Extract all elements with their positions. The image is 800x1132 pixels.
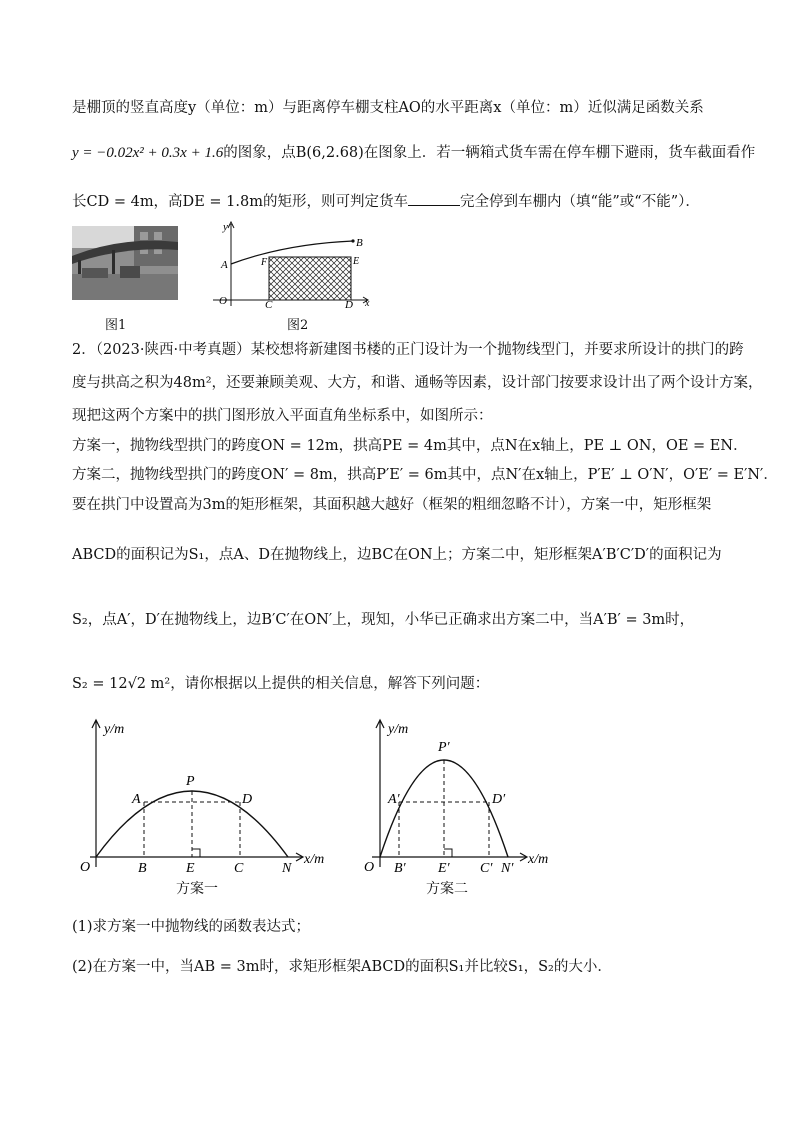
plan1-O-label: O: [80, 860, 91, 875]
figure-2: [205, 218, 375, 310]
q2-line1: 2．（2023·陕西·中考真题）某校想将新建图书楼的正门设计为一个抛物线型门，并要求所设计的拱门的跨: [72, 342, 744, 358]
plan1-x-label: x/m: [304, 852, 325, 867]
p1-line3-b: 完全停到车棚内（填“能”或“不能”）．: [459, 194, 700, 210]
plan2-E-label: E′: [438, 861, 450, 876]
plan1-y-label: y/m: [104, 722, 125, 737]
q2-line6: 要在拱门中设置高为3m的矩形框架，其面积越大越好（框架的粗细忽略不计），方案一中，矩形框架: [72, 497, 712, 513]
plan2-A-label: A′: [388, 792, 400, 807]
plan2-N-label: N′: [501, 861, 514, 876]
fig2-caption: 图2: [287, 318, 309, 333]
plan2-D-label: D′: [492, 792, 506, 807]
p1-line2: [72, 143, 755, 163]
q2-line8: S₂，点A′，D′在抛物线上，边B′C′在ON′上，现知，小华已正确求出方案二中，当A′B′ = 3m时，: [72, 612, 695, 628]
q2-line7: ABCD的面积记为S₁，点A、D在抛物线上，边BC在ON上；方案二中，矩形框架A′B′C′D′的面积记为: [72, 547, 722, 563]
q2-line2: 度与拱高之积为48m²，还要兼顾美观、大方，和谐、通畅等因素，设计部门按要求设计出了两个设计方案，: [72, 375, 763, 391]
plan1-A-label: A: [132, 792, 141, 807]
fig2-A-label: A: [221, 259, 228, 271]
plan1-diagram: [70, 715, 340, 895]
fig2-D-label: D: [345, 299, 353, 310]
plan1-P-label: P: [186, 774, 195, 789]
plan1-D-label: D: [242, 792, 253, 807]
p1-line1: 是棚顶的竖直高度y（单位：m）与距离停车棚支柱AO的水平距离x（单位：m）近似满足函数关系: [72, 100, 704, 116]
plan2-x-label: x/m: [528, 852, 549, 867]
plan2-caption: 方案二: [426, 881, 468, 897]
plan1-C-label: C: [234, 861, 244, 876]
plan1-B-label: B: [138, 861, 147, 876]
q2-line3: 现把这两个方案中的拱门图形放入平面直角坐标系中，如图所示：: [72, 408, 493, 424]
carport-photo-svg: [72, 226, 178, 300]
q2-sub2: (2)在方案一中，当AB = 3m时，求矩形框架ABCD的面积S₁并比较S₁，S₂的大小．: [72, 959, 612, 975]
plan2-O-label: O: [364, 860, 375, 875]
fig2-y-label: y: [223, 221, 228, 233]
plan1-caption: 方案一: [176, 881, 218, 897]
plan2-B-label: B′: [394, 861, 406, 876]
q2-line5: 方案二，抛物线型拱门的跨度ON′ = 8m，拱高P′E′ = 6m其中，点N′在x轴上，P′E′ ⊥ O′N′，O′E′ = E′N′．: [72, 467, 778, 483]
p1-formula: y = −0.02x² + 0.3x + 1.6: [72, 145, 224, 161]
plan2-P-label: P′: [438, 740, 450, 755]
p1-line3-a: 长CD = 4m，高DE = 1.8m的矩形，则可判定货车: [72, 194, 408, 210]
plan2-C-label: C′: [480, 861, 493, 876]
plan1-N-label: N: [282, 861, 292, 876]
p1-line2-rest: 的图象，点B(6,2.68)在图象上．若一辆箱式货车需在停车棚下避雨，货车截面看作: [223, 145, 756, 161]
fig1-caption: 图1: [105, 318, 127, 333]
plan2-y-label: y/m: [388, 722, 409, 737]
q2-sub1: (1)求方案一中抛物线的函数表达式；: [72, 919, 311, 935]
fig2-O-label: O: [219, 295, 227, 307]
plan1-E-label: E: [186, 861, 195, 876]
p1-line3: [72, 192, 700, 212]
fig2-x-label: x: [365, 298, 370, 309]
carport-photo: [72, 226, 178, 300]
answer-blank: [408, 193, 460, 206]
fig2-truck-rect: [269, 257, 351, 300]
q2-line9: S₂ = 12√2 m²，请你根据以上提供的相关信息，解答下列问题：: [72, 676, 490, 692]
q2-line4: 方案一，抛物线型拱门的跨度ON = 12m，拱高PE = 4m其中，点N在x轴上，PE ⊥ ON，OE = EN．: [72, 438, 748, 454]
fig2-C-label: C: [265, 299, 273, 310]
fig2-B-label: B: [356, 237, 363, 249]
fig2-F-label: F: [261, 257, 268, 268]
fig2-E-label: E: [353, 256, 360, 267]
plan2-diagram: [360, 715, 560, 895]
